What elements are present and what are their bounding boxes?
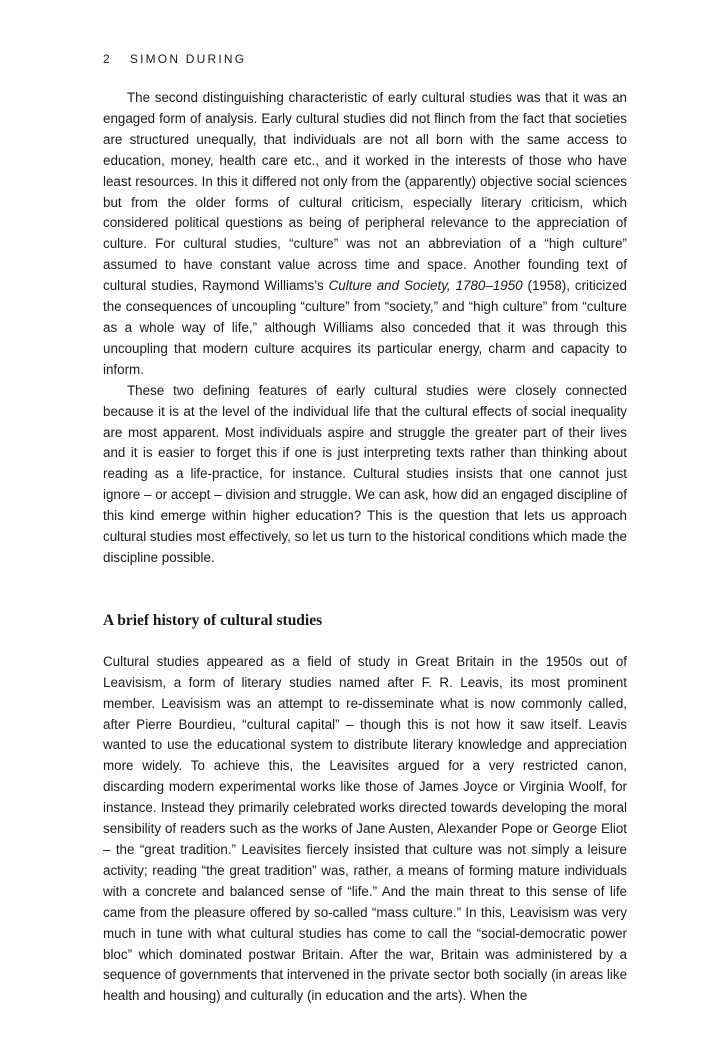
running-head-author: SIMON DURING [129, 52, 247, 66]
book-title-culture-and-society: Culture and Society, 1780–1950 [328, 278, 523, 294]
paragraph-defining-features: These two defining features of early cultural studies were closely connected because it is at the level of the individual life that the cultural effects of social inequality are most apparent. Most individuals aspire and struggle the greater part of their lives and it is easier to forget this if one is just interpreting texts rather than thinking about reading as a life-practice, for instance. Cultural studies insists that one cannot just ignore – or accept – division and struggle. We can ask, how did an engaged discipline of this kind emerge within higher education? This is the question that lets us approach cultural studies most effectively, so let us turn to the historical conditions which made the discipline possible. [103, 382, 627, 565]
book-page [103, 50, 627, 1007]
paragraph-1-text: The second distinguishing characteristic of early cultural studies was that it was an engaged form of analysis. Early cultural studies did not flinch from the fact that societies are structured unequally, that individuals are not all born with the same access to education, money, health care etc., and it worked in the interests of those who have least resources. In this it differed not only from the (apparently) objective social sciences but from the older forms of cultural criticism, especially literary criticism, which considered political questions as being of peripheral relevance to the appreciation of culture. For cultural studies, “culture” was not an abbreviation of a “high culture” assumed to have constant value across time and space. Another founding text of cultural studies, Raymond Williams’s [103, 90, 627, 294]
section-heading: A brief history of cultural studies [103, 611, 323, 629]
paragraph-leavisism: Cultural studies appeared as a field of study in Great Britain in the 1950s out of Leavisism, a form of literary studies named after F. R. Leavis, its most prominent member. Leavisism was an attempt to re-disseminate what is now commonly called, after Pierre Bourdieu, “cultural capital” – though this is not how it saw itself. Leavis wanted to use the educational system to distribute literary knowledge and appreciation more widely. To achieve this, the Leavisites argued for a very restricted canon, discarding modern experimental works like those of James Joyce or Virginia Woolf, for instance. Instead they primarily celebrated works directed towards developing the moral sensibility of readers such as the works of Jane Austen, Alexander Pope or George Eliot – the “great tradition.” Leavisites fiercely insisted that culture was not simply a leisure activity; reading “the great tradition” was, rather, a means of forming mature individuals with a concrete and balanced sense of “life.” And the main threat to this sense of life came from the pleasure offered by so-called “mass culture.” In this, Leavisism was very much in tune with what cultural studies has come to call the “social-democratic power bloc” which dominated postwar Britain. After the war, Britain was administered by a sequence of governments that intervened in the private sector both socially (in areas like health and housing) and culturally (in education and the arts). When the [103, 653, 628, 1004]
paragraph-1-text-continued: (1958), criticized the consequences of uncoupling “culture” from “society,” and “high culture” from “culture as a whole way of life,” although Williams also conceded that it was through this uncoupling that modern culture acquires its particular energy, charm and capacity to inform. [103, 278, 627, 377]
running-head [103, 50, 627, 68]
paragraph-engaged-analysis [103, 88, 627, 381]
page-number: 2 [103, 52, 112, 66]
